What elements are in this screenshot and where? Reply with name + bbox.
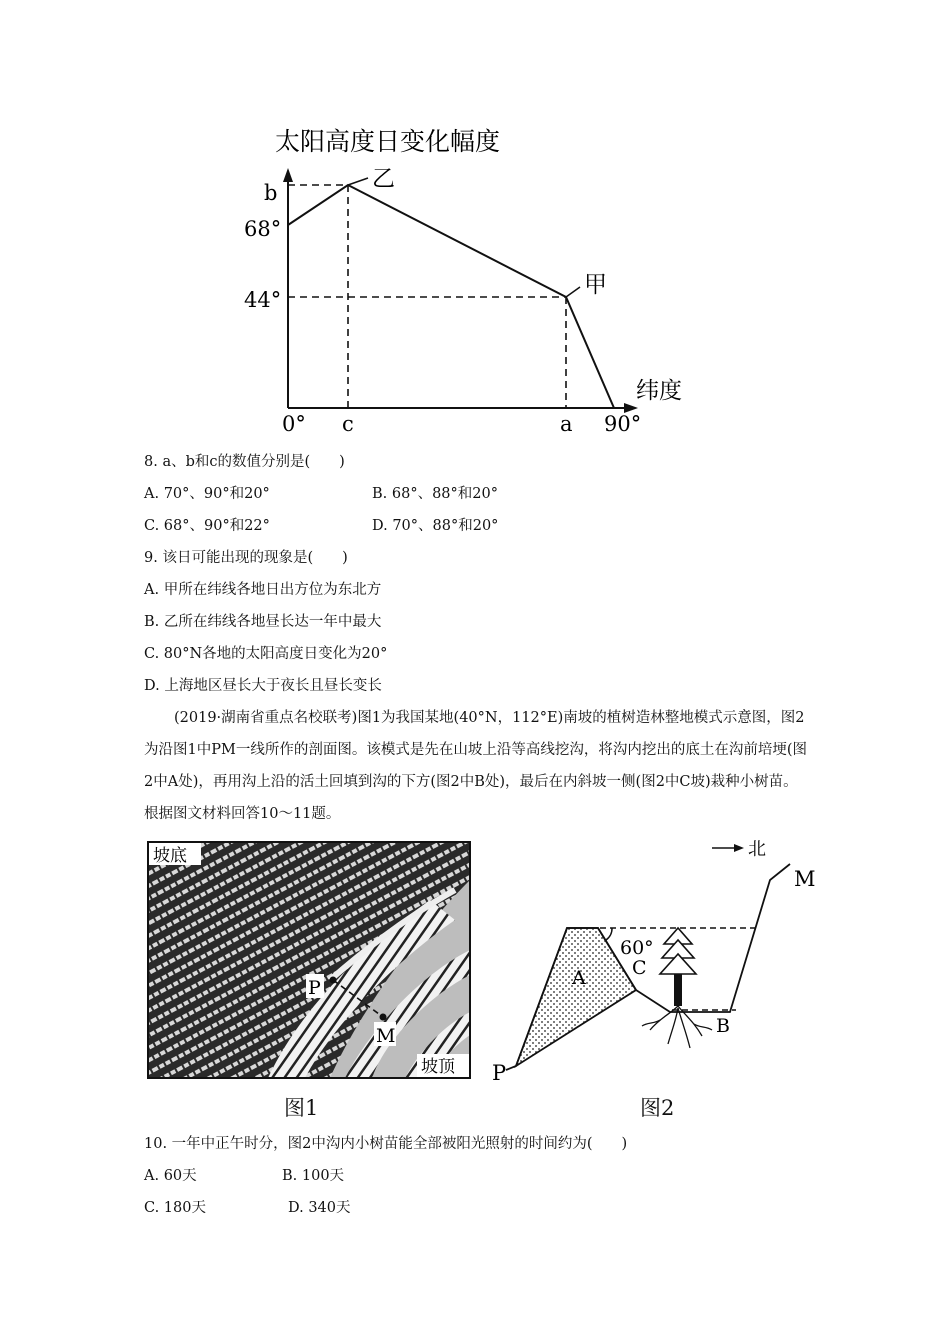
q9-option-c[interactable]: C. 80°N各地的太阳高度日变化为20° bbox=[144, 646, 388, 662]
jia-leader bbox=[566, 287, 580, 297]
q8-option-b[interactable]: B. 68°、88°和20° bbox=[372, 486, 498, 502]
figure-2-profile bbox=[490, 832, 820, 1088]
point-jia-label: 甲 bbox=[584, 272, 607, 298]
x-label-a: a bbox=[560, 412, 573, 436]
ridge-a bbox=[516, 928, 636, 1066]
q10-option-b[interactable]: B. 100天 bbox=[282, 1168, 345, 1184]
fig2-caption: 图2 bbox=[640, 1096, 675, 1120]
fig2-label-p: P bbox=[492, 1061, 507, 1085]
sun-altitude-range-graph bbox=[230, 118, 710, 440]
yi-leader bbox=[348, 178, 368, 185]
fig1-caption: 图1 bbox=[284, 1096, 319, 1120]
q9-option-d[interactable]: D. 上海地区昼长大于夜长且昼长变长 bbox=[144, 678, 382, 694]
graph-title: 太阳高度日变化幅度 bbox=[275, 127, 501, 156]
fig1-label-slope-bottom: 坡底 bbox=[153, 846, 187, 866]
q8-option-c[interactable]: C. 68°、90°和22° bbox=[144, 518, 270, 534]
passage-text: (2019·湖南省重点名校联考)图1为我国某地(40°N，112°E)南坡的植树造林整地模式示意图，图2为沿图1中PM一线所作的剖面图。该模式是先在山坡上沿等高线挖沟，将沟内挖出的底土在沟前培埂(图2中A处)，再用沟上沿的活土回填到沟的下方(图2中B处)，最后在内斜坡一侧(图2中C坡)栽种小树苗。根据图文材料回答10～11题。 bbox=[144, 710, 807, 822]
q10-option-c[interactable]: C. 180天 bbox=[144, 1200, 206, 1216]
q9-option-a[interactable]: A. 甲所在纬线各地日出方位为东北方 bbox=[144, 582, 382, 598]
x-axis-title: 纬度 bbox=[636, 378, 682, 404]
fig2-label-b: B bbox=[716, 1015, 730, 1037]
x-label-origin: 0° bbox=[282, 412, 306, 436]
angle-arc bbox=[606, 928, 612, 940]
dashed-guides bbox=[288, 185, 566, 408]
y-label-68: 68° bbox=[244, 217, 282, 241]
q10-option-a[interactable]: A. 60天 bbox=[144, 1168, 197, 1184]
angle-label: 60° bbox=[620, 937, 654, 959]
fig2-label-m: M bbox=[794, 867, 816, 891]
q10-stem: 10. 一年中正午时分，图2中沟内小树苗能全部被阳光照射的时间约为( ) bbox=[144, 1136, 628, 1152]
fig2-label-a: A bbox=[572, 967, 586, 989]
point-yi-label: 乙 bbox=[372, 166, 395, 192]
q8-option-a[interactable]: A. 70°、90°和20° bbox=[144, 486, 270, 502]
y-axis-arrow-icon bbox=[283, 168, 293, 182]
y-label-44: 44° bbox=[244, 288, 282, 312]
fig1-point-m-label: M bbox=[376, 1025, 396, 1047]
x-label-90: 90° bbox=[604, 412, 642, 436]
q8-stem: 8. a、b和c的数值分别是( ) bbox=[144, 454, 345, 470]
y-label-b: b bbox=[264, 181, 278, 205]
north-label: 北 bbox=[748, 839, 766, 860]
q9-option-b[interactable]: B. 乙所在纬线各地昼长达一年中最大 bbox=[144, 614, 382, 630]
fig1-point-m bbox=[380, 1014, 387, 1021]
fig1-label-slope-top: 坡顶 bbox=[421, 1057, 455, 1077]
q9-stem: 9. 该日可能出现的现象是( ) bbox=[144, 550, 348, 566]
figure-1-terrace-photo bbox=[146, 840, 472, 1080]
fig1-point-p-label: P bbox=[308, 977, 321, 999]
x-label-c: c bbox=[342, 412, 354, 436]
fig2-label-c: C bbox=[632, 957, 647, 979]
q8-option-d[interactable]: D. 70°、88°和20° bbox=[372, 518, 499, 534]
north-arrow-icon bbox=[734, 844, 744, 852]
q10-option-d[interactable]: D. 340天 bbox=[288, 1200, 351, 1216]
